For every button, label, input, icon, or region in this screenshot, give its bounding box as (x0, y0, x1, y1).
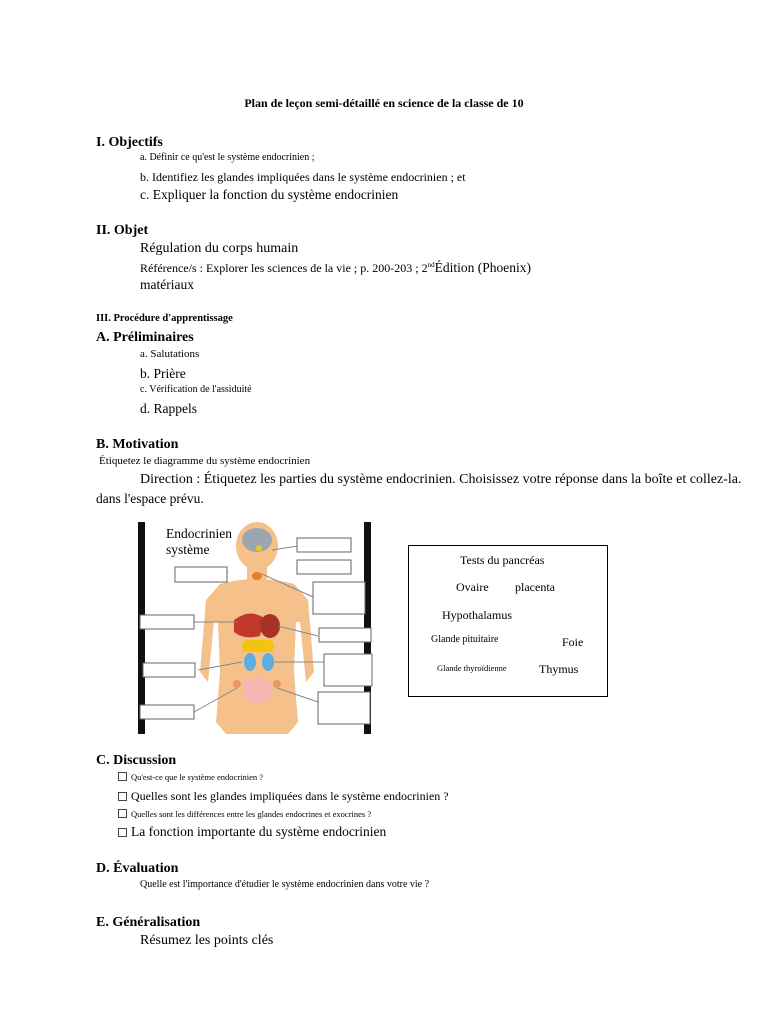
objectif-b: b. Identifiez les glandes impliquées dans le système endocrinien ; et (140, 170, 466, 184)
motivation-heading: B. Motivation (96, 437, 179, 452)
diagram-label-line-1: Endocrinien (166, 526, 232, 541)
checkbox-icon (118, 809, 127, 818)
discussion-item-1: Qu'est-ce que le système endocrinien ? (118, 772, 263, 782)
word-foie[interactable]: Foie (562, 635, 584, 649)
direction-line-2: dans l'espace prévu. (96, 491, 204, 506)
checkbox-icon (118, 792, 127, 801)
discussion-item-2: Quelles sont les glandes impliquées dans le système endocrinien ? (118, 789, 449, 804)
objectif-c: c. Expliquer la fonction du système endocrinien (140, 187, 399, 202)
endocrine-diagram (138, 522, 376, 734)
pancreas-shape (242, 640, 274, 652)
checkbox-icon (118, 772, 127, 781)
word-hypothalamus[interactable]: Hypothalamus (442, 608, 512, 622)
document-title: Plan de leçon semi-détaillé en science de la classe de 10 (244, 96, 524, 110)
evaluation-heading: D. Évaluation (96, 861, 179, 876)
answer-word-box (408, 545, 608, 697)
generalisation-text: Résumez les points clés (140, 933, 274, 948)
generalisation-heading: E. Généralisation (96, 915, 201, 930)
objet-materiaux: matériaux (140, 277, 194, 292)
word-glande-pituitaire[interactable]: Glande pituitaire (431, 634, 499, 645)
procedure-heading: III. Procédure d'apprentissage (96, 313, 233, 324)
objectifs-heading: I. Objectifs (96, 135, 163, 150)
direction-line-1: Direction : Étiquetez les parties du système endocrinien. Choisissez votre réponse dans la boîte et collez-la. (140, 472, 742, 487)
stomach-shape (260, 614, 280, 638)
word-placenta[interactable]: placenta (515, 580, 555, 594)
objet-regulation: Régulation du corps humain (140, 241, 299, 256)
discussion-item-3: Quelles sont les différences entre les glandes endocrines et exocrines ? (118, 809, 371, 819)
word-ovaire[interactable]: Ovaire (456, 580, 489, 594)
prelim-rappels: d. Rappels (140, 401, 197, 416)
ovary-shape (233, 680, 241, 688)
word-glande-thyroidienne[interactable]: Glande thyroïdienne (437, 663, 507, 673)
discussion-item-4: La fonction importante du système endocrinien (118, 824, 386, 840)
objet-heading: II. Objet (96, 223, 149, 238)
checkbox-icon (118, 828, 127, 837)
prelim-priere: b. Prière (140, 366, 186, 381)
pituitary-shape (256, 545, 262, 551)
objectif-a: a. Définir ce qu'est le système endocrinien ; (140, 152, 315, 163)
thyroid-shape (252, 572, 262, 580)
prelim-verification: c. Vérification de l'assiduité (140, 384, 252, 395)
objet-reference: Référence/s : Explorer les sciences de la vie ; p. 200-203 ; 2ndÉdition (Phoenix) (140, 260, 531, 275)
prelim-salutations: a. Salutations (140, 348, 200, 360)
motivation-subtitle: Étiquetez le diagramme du système endocrinien (99, 455, 311, 467)
word-tests-pancreas[interactable]: Tests du pancréas (460, 553, 545, 567)
discussion-heading: C. Discussion (96, 753, 177, 768)
word-thymus[interactable]: Thymus (539, 662, 579, 676)
diagram-label-line-2: système (166, 542, 210, 557)
uterus-shape (242, 677, 272, 703)
preliminaires-heading: A. Préliminaires (96, 330, 194, 345)
evaluation-question: Quelle est l'importance d'étudier le système endocrinien dans votre vie ? (140, 879, 430, 890)
kidney-shape (244, 653, 256, 671)
